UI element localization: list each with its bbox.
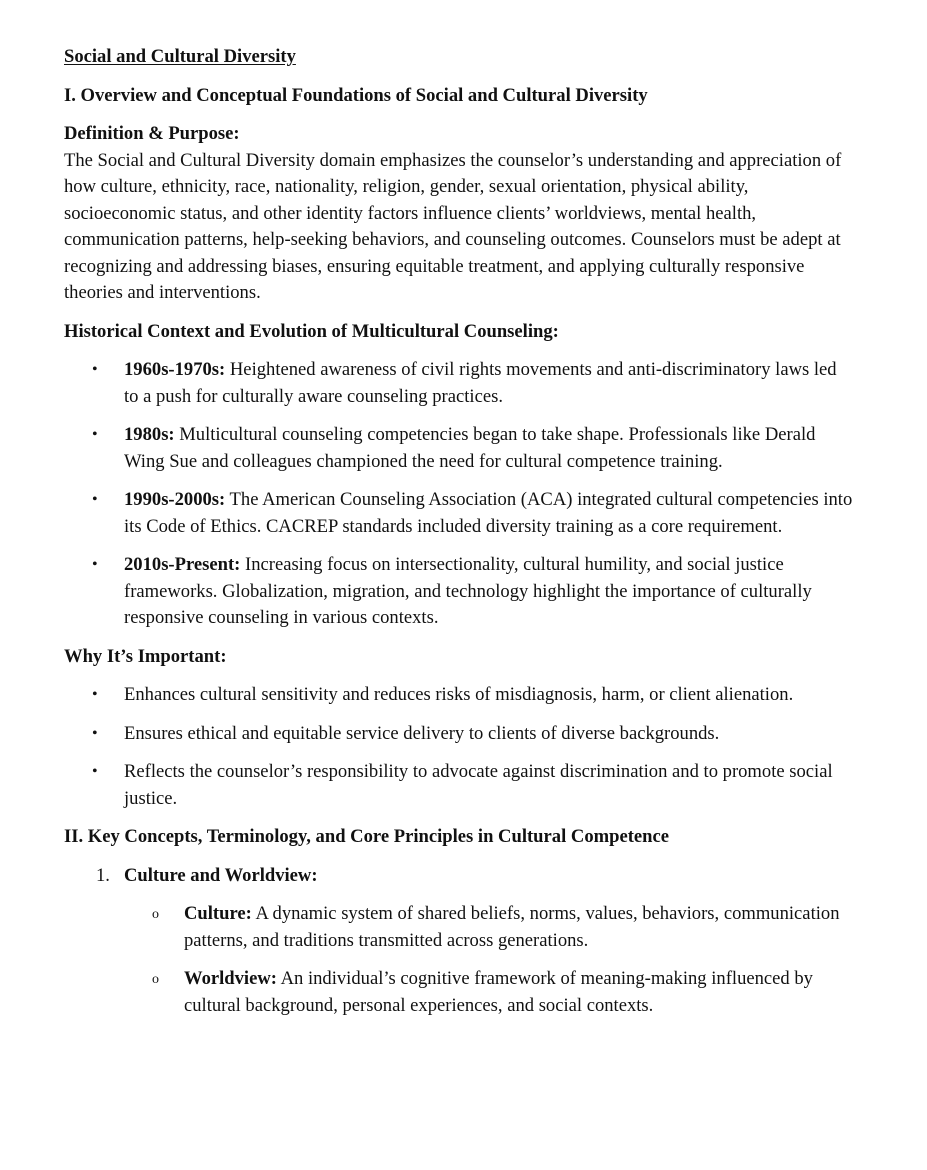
list-item-term: 1960s-1970s: [124,359,226,380]
list-item-term: 1990s-2000s: [124,489,226,510]
sub-list-item [124,966,854,1019]
list-item-text: Multicultural counseling competencies began to take shape. Professionals like Derald Wing Sue and colleagues championed the need for cultural competence training. [124,424,816,472]
list-item [64,552,854,632]
document-title: Social and Cultural Diversity [64,46,296,67]
list-item [64,759,854,812]
list-item [64,682,854,709]
importance-list [64,682,854,812]
history-list [64,357,854,632]
sub-item-text: A dynamic system of shared beliefs, norms, values, behaviors, communication patterns, and traditions transmitted across generations. [184,903,840,951]
list-item [64,487,854,540]
sub-item-term: Culture: [184,903,252,924]
list-item [64,422,854,475]
list-item [64,357,854,410]
sub-list-item [124,901,854,954]
list-item-text: Reflects the counselor’s responsibility to advocate against discrimination and to promote social justice. [124,761,833,809]
list-item-text: Enhances cultural sensitivity and reduces risks of misdiagnosis, harm, or client alienation. [124,684,794,705]
list-item-text: Heightened awareness of civil rights movements and anti-discriminatory laws led to a push for culturally aware counseling practices. [124,359,837,407]
item-number: 1. [96,864,110,886]
section-1-heading: I. Overview and Conceptual Foundations of Social and Cultural Diversity [64,84,648,106]
key-concepts-list [64,863,854,1020]
document-page [64,44,854,1031]
bullet-icon: • [92,686,98,703]
sub-list [124,901,854,1019]
bullet-icon: • [92,556,98,573]
circle-bullet-icon: o [152,907,159,922]
list-item-text: Ensures ethical and equitable service delivery to clients of diverse backgrounds. [124,722,720,744]
history-heading: Historical Context and Evolution of Multicultural Counseling: [64,320,559,342]
importance-heading: Why It’s Important: [64,645,227,667]
definition-paragraph: The Social and Cultural Diversity domain emphasizes the counselor’s understanding and appreciation of how culture, ethnicity, race, nationality, religion, gender, sexual orientation, physical ability, socioeconomic status, and other identity factors influence clients’ worldviews, mental health, communication patterns, help-seeking behaviors, and counseling outcomes. Counselors must be adept at recognizing and addressing biases, ensuring equitable treatment, and applying culturally responsive theories and interventions. [64,149,842,303]
numbered-item [64,863,854,1020]
definition-heading: Definition & Purpose: [64,123,240,144]
bullet-icon: • [92,361,98,378]
list-item-term: 2010s-Present: [124,554,241,575]
list-item-text: Increasing focus on intersectionality, cultural humility, and social justice frameworks. Globalization, migration, and technology highlight the importance of culturally responsive counseling in various contexts. [124,554,812,628]
sub-item-text: An individual’s cognitive framework of meaning-making influenced by cultural background, personal experiences, and social contexts. [184,968,813,1016]
circle-bullet-icon: o [152,972,159,987]
list-item-text: The American Counseling Association (ACA) integrated cultural competencies into its Code of Ethics. CACREP standards included diversity training as a core requirement. [124,489,853,537]
list-item [64,721,854,748]
item-title: Culture and Worldview: [124,864,318,886]
bullet-icon: • [92,426,98,443]
bullet-icon: • [92,724,98,742]
list-item-term: 1980s: [124,424,175,445]
sub-item-term: Worldview: [184,968,277,989]
bullet-icon: • [92,491,98,508]
bullet-icon: • [92,763,98,780]
section-2-heading: II. Key Concepts, Terminology, and Core Principles in Cultural Competence [64,826,669,847]
